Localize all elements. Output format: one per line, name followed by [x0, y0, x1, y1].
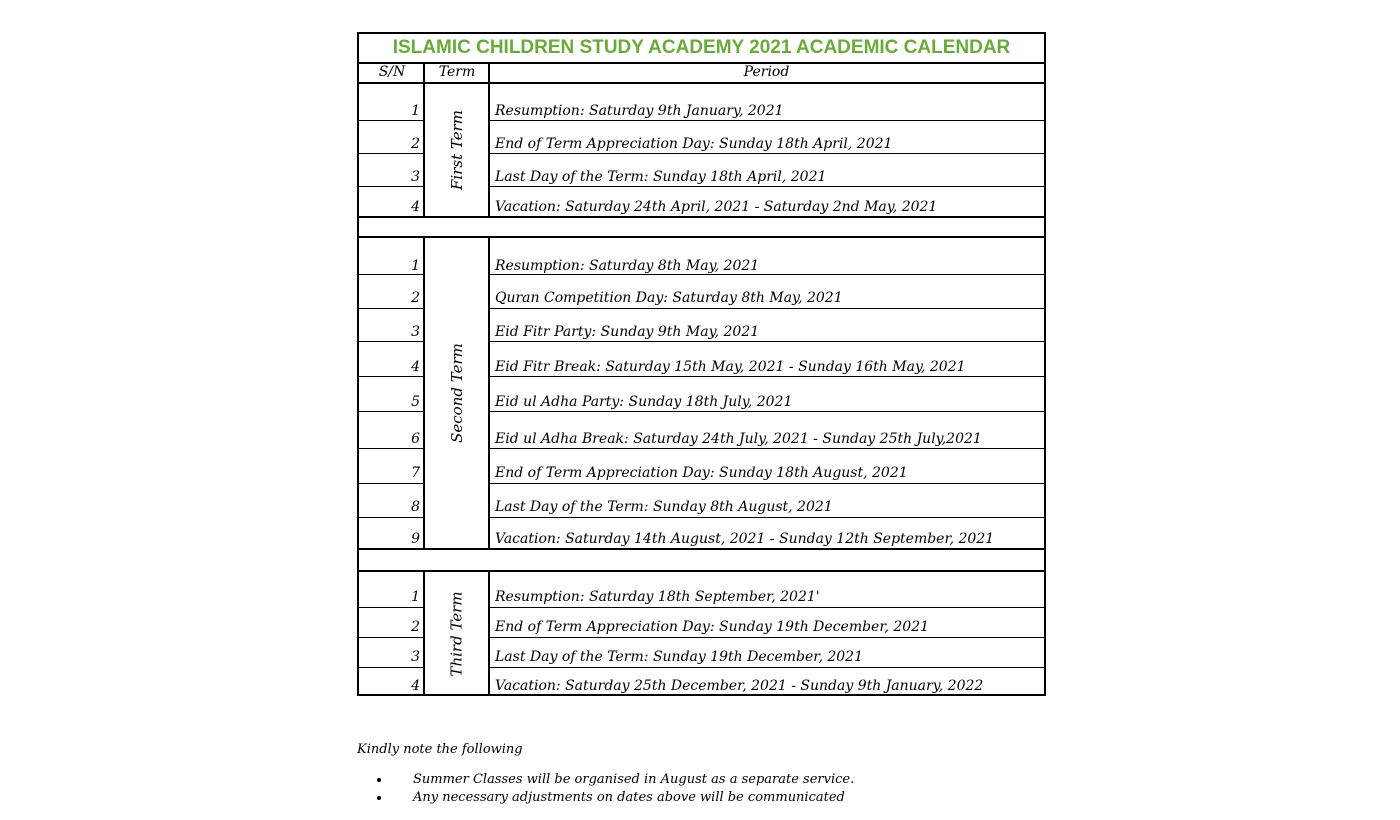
row-divider — [489, 483, 1044, 484]
row-sn: 3 — [411, 649, 420, 665]
row-period: Vacation: Saturday 14th August, 2021 - Sunday 12th September, 2021 — [495, 531, 995, 547]
row-sn: 2 — [411, 619, 420, 635]
row-sn: 7 — [411, 465, 420, 481]
row-divider — [359, 308, 423, 309]
row-divider — [359, 637, 423, 638]
row-period: Last Day of the Term: Sunday 8th August, 2021 — [495, 499, 833, 515]
row-period: Eid ul Adha Party: Sunday 18th July, 2021 — [495, 394, 793, 410]
header-term: Term — [425, 62, 489, 84]
row-period: Last Day of the Term: Sunday 18th April, 2021 — [495, 169, 827, 185]
row-sn: 1 — [411, 103, 420, 119]
row-period: Resumption: Saturday 18th September, 2021' — [495, 589, 820, 605]
notes-heading: Kindly note the following — [357, 742, 523, 757]
term-label-first: First Term — [448, 110, 467, 190]
calendar-title: ISLAMIC CHILDREN STUDY ACADEMY 2021 ACADEMIC CALENDAR — [359, 34, 1044, 64]
row-divider — [489, 308, 1044, 309]
row-period: End of Term Appreciation Day: Sunday 18th August, 2021 — [495, 465, 908, 481]
row-divider — [359, 376, 423, 377]
row-divider — [489, 517, 1044, 518]
note-item: • Any necessary adjustments on dates above will be communicated — [391, 789, 854, 807]
row-divider — [359, 483, 423, 484]
row-divider — [489, 607, 1044, 608]
row-divider — [489, 448, 1044, 449]
row-divider — [359, 667, 423, 668]
row-divider — [359, 186, 423, 187]
term-label-third: Third Term — [448, 591, 466, 677]
row-period: Eid Fitr Break: Saturday 15th May, 2021 - Sunday 16th May, 2021 — [495, 359, 966, 375]
row-period: Eid ul Adha Break: Saturday 24th July, 2021 - Sunday 25th July,2021 — [495, 431, 982, 447]
note-item: • Summer Classes will be organised in August as a separate service. — [391, 771, 854, 789]
row-sn: 2 — [411, 136, 420, 152]
row-sn: 4 — [411, 199, 420, 215]
calendar-table — [357, 32, 1046, 696]
row-period: Vacation: Saturday 25th December, 2021 - Sunday 9th January, 2022 — [495, 678, 984, 694]
row-period: Resumption: Saturday 9th January, 2021 — [495, 103, 784, 119]
row-sn: 1 — [411, 589, 420, 605]
row-divider — [489, 153, 1044, 154]
row-divider — [359, 153, 423, 154]
row-period: Vacation: Saturday 24th April, 2021 - Saturday 2nd May, 2021 — [495, 199, 938, 215]
row-divider — [359, 274, 423, 275]
row-period: Eid Fitr Party: Sunday 9th May, 2021 — [495, 324, 760, 340]
notes-section — [357, 742, 854, 807]
row-sn: 3 — [411, 169, 420, 185]
row-period: Resumption: Saturday 8th May, 2021 — [495, 258, 760, 274]
row-sn: 4 — [411, 678, 420, 694]
row-divider — [489, 341, 1044, 342]
row-sn: 9 — [411, 531, 420, 547]
row-divider — [489, 411, 1044, 412]
row-sn: 8 — [411, 499, 420, 515]
row-divider — [359, 448, 423, 449]
row-sn: 2 — [411, 290, 420, 306]
term-label-second: Second Term — [448, 343, 467, 443]
row-divider — [359, 517, 423, 518]
row-divider — [489, 274, 1044, 275]
row-period: Last Day of the Term: Sunday 19th December, 2021 — [495, 649, 863, 665]
header-sn: S/N — [359, 62, 425, 84]
row-divider — [489, 120, 1044, 121]
notes-list — [357, 771, 854, 807]
row-divider — [489, 667, 1044, 668]
row-sn: 4 — [411, 359, 420, 375]
row-sn: 5 — [411, 394, 420, 410]
term-separator — [359, 216, 1044, 238]
row-period: Quran Competition Day: Saturday 8th May, 2021 — [495, 290, 843, 306]
row-period: End of Term Appreciation Day: Sunday 19th December, 2021 — [495, 619, 930, 635]
row-divider — [359, 341, 423, 342]
row-divider — [359, 120, 423, 121]
row-sn: 1 — [411, 258, 420, 274]
row-sn: 3 — [411, 324, 420, 340]
header-divider — [423, 62, 425, 84]
header-divider — [488, 62, 490, 84]
row-divider — [489, 376, 1044, 377]
row-divider — [359, 411, 423, 412]
row-sn: 6 — [411, 431, 420, 447]
term-separator — [359, 548, 1044, 572]
row-divider — [489, 637, 1044, 638]
row-period: End of Term Appreciation Day: Sunday 18th April, 2021 — [495, 136, 893, 152]
row-divider — [489, 186, 1044, 187]
header-period: Period — [489, 62, 1044, 84]
row-divider — [359, 607, 423, 608]
